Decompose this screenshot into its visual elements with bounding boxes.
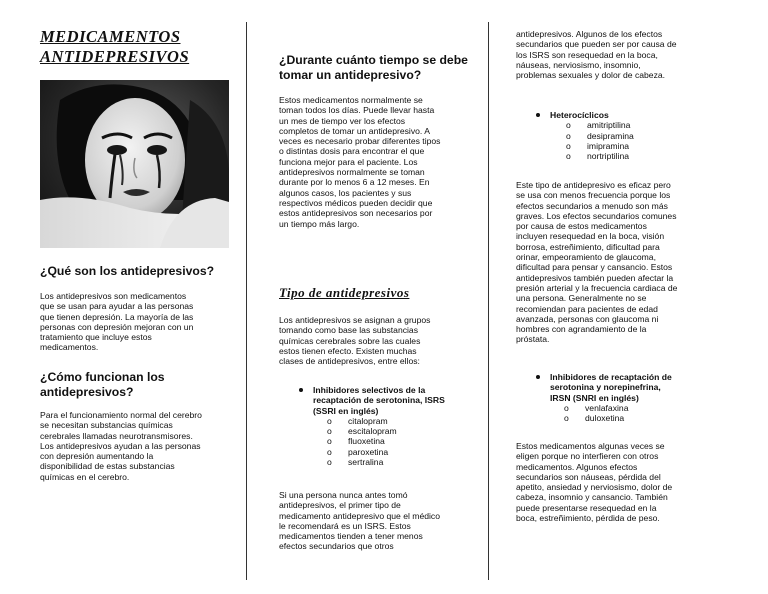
circle-bullet-icon: o xyxy=(327,457,332,468)
bullet-icon xyxy=(299,388,303,392)
section-heading-what-are: ¿Qué son los antidepresivos? xyxy=(40,264,215,278)
snri-drug-list xyxy=(564,403,715,424)
column-divider-right xyxy=(488,22,489,580)
section-text-ssri-continued: antidepresivos. Algunos de los efectos secundarios que pueden ser por causa de los ISRS son resequedad en la boca, náuseas, nerviosismo, insomnio, problemas sexuales y dolor de cabeza. xyxy=(516,29,677,81)
section-text-ssri: Si una persona nunca antes tomó antidepresivos, el primer tipo de medicamento antidepresivo que el médico le recomendará es un ISRS. Estos medicamentos tienden a tener menos efectos secundarios que otros xyxy=(279,490,440,552)
section-heading-duration: ¿Durante cuánto tiempo se debe tomar un antidepresivo? xyxy=(279,53,468,82)
drug-name: imipramina xyxy=(587,140,630,151)
ssri-list-item xyxy=(313,385,478,467)
drug-item xyxy=(564,413,715,423)
circle-bullet-icon: o xyxy=(566,151,571,162)
drug-name: desipramina xyxy=(587,130,634,141)
bullet-icon xyxy=(536,375,540,379)
section-heading-how-work: ¿Cómo funcionan los antidepresivos? xyxy=(40,370,165,399)
drug-item xyxy=(327,447,478,457)
drug-item xyxy=(566,120,710,130)
circle-bullet-icon: o xyxy=(327,446,332,457)
drug-name: amitriptilina xyxy=(587,120,631,131)
circle-bullet-icon: o xyxy=(564,402,569,413)
circle-bullet-icon: o xyxy=(327,415,332,426)
circle-bullet-icon: o xyxy=(566,120,571,131)
bullet-icon xyxy=(536,113,540,117)
drug-item xyxy=(327,436,478,446)
section-text-types-intro: Los antidepresivos se asignan a grupos tomando como base las substancias químicas cerebrales sobre las cuales estos tienen efecto. Existen muchas clases de antidepresivos, entre ellos: xyxy=(279,315,431,367)
drug-name: escitalopram xyxy=(348,426,397,437)
drug-name: sertralina xyxy=(348,457,384,468)
heterocyclic-label: Heterocíclicos xyxy=(550,110,609,120)
snri-list xyxy=(550,372,715,423)
drug-item xyxy=(327,426,478,436)
title-line-2: ANTIDEPRESIVOS xyxy=(40,47,190,66)
drug-name: venlafaxina xyxy=(585,402,629,413)
drug-item xyxy=(564,403,715,413)
section-text-how-work: Para el funcionamiento normal del cerebro se necesitan substancias químicas cerebrales llamadas neurotransmisores. Los antidepresivos ayudan a las personas con depresión aumentando la disponibilidad de estas substancias químicas en el cerebro. xyxy=(40,410,202,482)
ssri-drug-list xyxy=(327,416,478,467)
brochure-title xyxy=(40,27,189,67)
heterocyclic-list xyxy=(550,110,710,161)
section-heading-types: Tipo de antidepresivos xyxy=(279,285,410,300)
section-text-snri: Estos medicamentos algunas veces se eligen porque no interfieren con otros medicamentos. Algunos efectos secundarios son náuseas, pérdida del apetito, ansiedad y nerviosismo, dolor de cabeza, insomnio y cansancio. También puede presentarse resequedad en la boca, estreñimiento, pérdida de peso. xyxy=(516,441,673,524)
section-text-duration: Estos medicamentos normalmente se toman todos los días. Puede llevar hasta un mes de tiempo ver los efectos completos de tomar un antidepresivo. A veces es necesario probar diferentes tipos o distintas dosis para encontrar el que funciona mejor para el paciente. Los antidepresivos normalmente se toman durante por lo menos 6 a 12 meses. En algunos casos, los pacientes y sus respectivos médicos pueden decidir que estos antidepresivos son necesarios por un tiempo más largo. xyxy=(279,95,441,229)
drug-item xyxy=(566,141,710,151)
drug-item xyxy=(566,131,710,141)
circle-bullet-icon: o xyxy=(327,436,332,447)
drug-name: paroxetina xyxy=(348,446,389,457)
drug-name: citalopram xyxy=(348,415,388,426)
column-divider-left xyxy=(246,22,247,580)
drug-name: nortriptilina xyxy=(587,151,630,162)
portrait-photo xyxy=(40,80,229,248)
circle-bullet-icon: o xyxy=(566,130,571,141)
circle-bullet-icon: o xyxy=(564,413,569,424)
ssri-label: Inhibidores selectivos de la recaptación de serotonina, ISRS (SSRI en inglés) xyxy=(313,385,445,416)
heterocyclic-drug-list xyxy=(566,120,710,161)
drug-item xyxy=(566,151,710,161)
drug-name: duloxetina xyxy=(585,413,625,424)
snri-list-item xyxy=(550,372,715,423)
section-text-heterocyclic: Este tipo de antidepresivo es eficaz pero se usa con menos frecuencia porque los efectos secundarios a menudo son más graves. Los efectos secundarios comunes por causa de estos medicamentos incluyen resequedad en la boca, visión borrosa, estreñimiento, dificultad para orinar, empeoramiento de glaucoma, dificultad para pensar y cansancio. Estos antidepresivos también pueden afectar la presión arterial y la frecuencia cardiaca de una persona. Generalmente no se recomiendan para pacientes de edad avanzada, personas con glaucoma ni hombres con agrandamiento de la próstata. xyxy=(516,180,678,345)
ssri-list xyxy=(313,385,478,467)
circle-bullet-icon: o xyxy=(327,426,332,437)
drug-item xyxy=(327,416,478,426)
grayscale-portrait-crying-woman-icon xyxy=(40,80,229,248)
snri-label: Inhibidores de recaptación de serotonina y norepinefrina, IRSN (SNRI en inglés) xyxy=(550,372,672,403)
drug-item xyxy=(327,457,478,467)
circle-bullet-icon: o xyxy=(566,140,571,151)
heterocyclic-list-item xyxy=(550,110,710,161)
section-text-what-are: Los antidepresivos son medicamentos que se usan para ayudar a las personas que tienen depresión. La mayoría de las personas con depresión mejoran con un tratamiento que incluye estos medicamentos. xyxy=(40,291,194,353)
drug-name: fluoxetina xyxy=(348,436,385,447)
title-line-1: MEDICAMENTOS xyxy=(40,27,181,46)
